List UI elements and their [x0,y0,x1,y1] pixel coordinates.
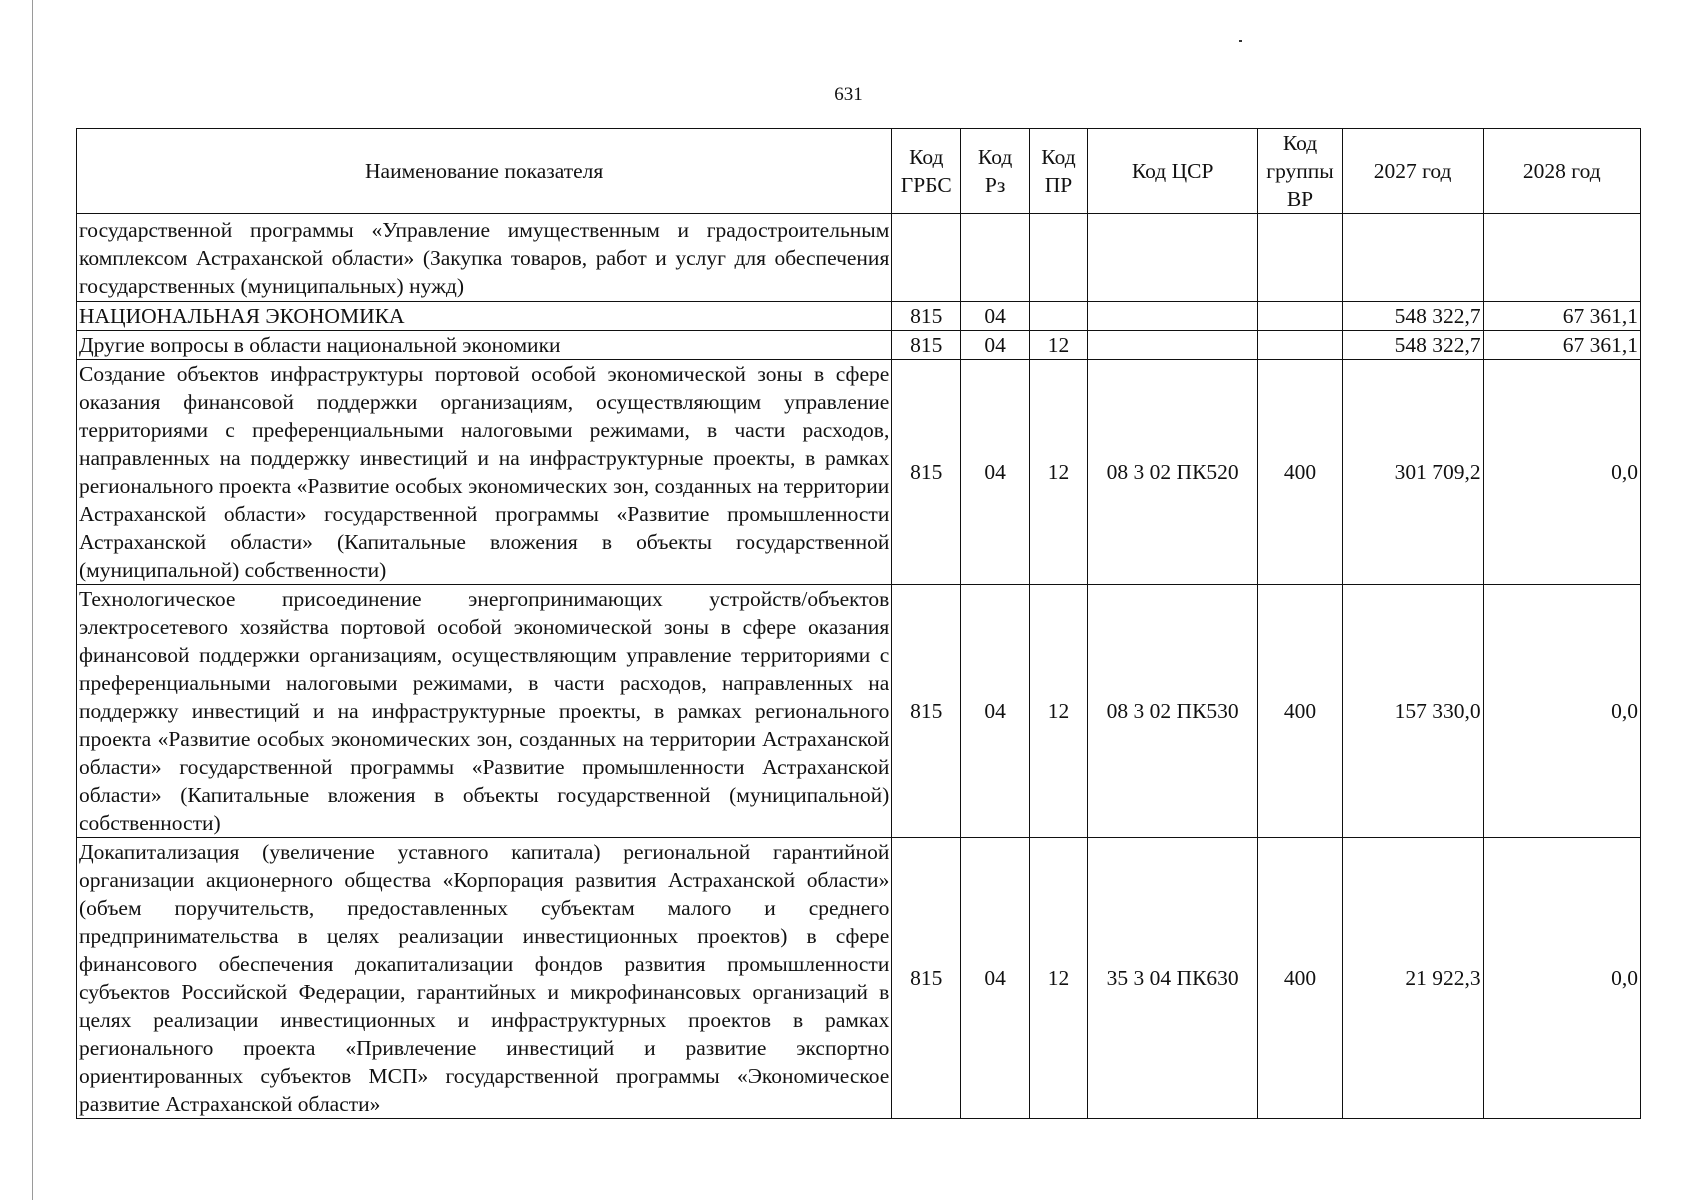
row-2028: 67 361,1 [1483,331,1640,360]
row-grbs: 815 [892,585,961,838]
page-number: 631 [834,84,863,105]
row-grbs: 815 [892,331,961,360]
row-vr: 400 [1258,585,1342,838]
row-2027: 157 330,0 [1342,585,1483,838]
header-2027: 2027 год [1342,129,1483,214]
row-pr: 12 [1030,331,1088,360]
table-row [77,585,1641,838]
row-rz: 04 [961,838,1030,1119]
row-csr: 08 3 02 ПК520 [1087,360,1257,585]
page-margin-line [32,0,33,1200]
row-pr: 12 [1030,838,1088,1119]
row-csr [1087,302,1257,331]
row-2027: 548 322,7 [1342,302,1483,331]
row-grbs [892,214,961,302]
budget-table [76,128,1641,1119]
table-row [77,302,1641,331]
row-grbs: 815 [892,838,961,1119]
row-vr [1258,214,1342,302]
row-2028: 0,0 [1483,585,1640,838]
table-row [77,360,1641,585]
row-grbs: 815 [892,302,961,331]
row-csr [1087,331,1257,360]
row-2028 [1483,214,1640,302]
row-name: Другие вопросы в области национальной экономики [77,331,892,360]
row-pr [1030,302,1088,331]
row-name: НАЦИОНАЛЬНАЯ ЭКОНОМИКА [77,302,892,331]
header-pr: Код ПР [1030,129,1088,214]
scan-artifact-dot [1239,40,1242,42]
row-name: государственной программы «Управление имущественным и градостроительным комплексом Астраханской области» (Закупка товаров, работ и услуг для обеспечения государственных (муниципальных) нужд) [77,214,892,302]
row-name: Технологическое присоединение энергопринимающих устройств/объектов электросетевого хозяйства портовой особой экономической зоны в сфере оказания финансовой поддержки организациям, осуществляющим управление территориями с преференциальными налоговыми режимами, в части расходов, направленных на поддержку инвестиций и на инфраструктурные проекты, в рамках регионального проекта «Развитие особых экономических зон, созданных на территории Астраханской области» государственной программы «Развитие промышленности Астраханской области» (Капитальные вложения в объекты государственной (муниципальной) собственности) [77,585,892,838]
header-vr: Код группы ВР [1258,129,1342,214]
row-vr [1258,302,1342,331]
row-grbs: 815 [892,360,961,585]
header-2028: 2028 год [1483,129,1640,214]
row-2028: 0,0 [1483,838,1640,1119]
row-rz: 04 [961,331,1030,360]
row-rz: 04 [961,360,1030,585]
header-rz: Код Рз [961,129,1030,214]
row-rz [961,214,1030,302]
row-2027: 21 922,3 [1342,838,1483,1119]
row-name: Докапитализация (увеличение уставного капитала) региональной гарантийной организации акционерного общества «Корпорация развития Астраханской области» (объем поручительств, предоставленных субъектам малого и среднего предпринимательства в целях реализации инвестиционных проектов) в сфере финансового обеспечения докапитализации фондов развития промышленности субъектов Российской Федерации, гарантийных и микрофинансовых организаций в целях реализации инвестиционных и инфраструктурных проектов в рамках регионального проекта «Привлечение инвестиций и развитие экспортно ориентированных субъектов МСП» государственной программы «Экономическое развитие Астраханской области» [77,838,892,1119]
row-pr: 12 [1030,585,1088,838]
header-csr: Код ЦСР [1087,129,1257,214]
row-2028: 67 361,1 [1483,302,1640,331]
header-grbs: Код ГРБС [892,129,961,214]
row-csr: 08 3 02 ПК530 [1087,585,1257,838]
row-vr: 400 [1258,360,1342,585]
row-csr: 35 3 04 ПК630 [1087,838,1257,1119]
table-header-row [77,129,1641,214]
row-vr [1258,331,1342,360]
row-2027: 301 709,2 [1342,360,1483,585]
row-pr [1030,214,1088,302]
row-rz: 04 [961,585,1030,838]
row-name: Создание объектов инфраструктуры портовой особой экономической зоны в сфере оказания финансовой поддержки организациям, осуществляющим управление территориями с преференциальными налоговыми режимами, в части расходов, направленных на поддержку инвестиций и на инфраструктурные проекты, в рамках регионального проекта «Развитие особых экономических зон, созданных на территории Астраханской области» государственной программы «Развитие промышленности Астраханской области» (Капитальные вложения в объекты государственной (муниципальной) собственности) [77,360,892,585]
table-row [77,838,1641,1119]
header-name: Наименование показателя [77,129,892,214]
row-2028: 0,0 [1483,360,1640,585]
row-csr [1087,214,1257,302]
row-pr: 12 [1030,360,1088,585]
row-2027: 548 322,7 [1342,331,1483,360]
row-2027 [1342,214,1483,302]
row-vr: 400 [1258,838,1342,1119]
table-row [77,331,1641,360]
table-row [77,214,1641,302]
row-rz: 04 [961,302,1030,331]
